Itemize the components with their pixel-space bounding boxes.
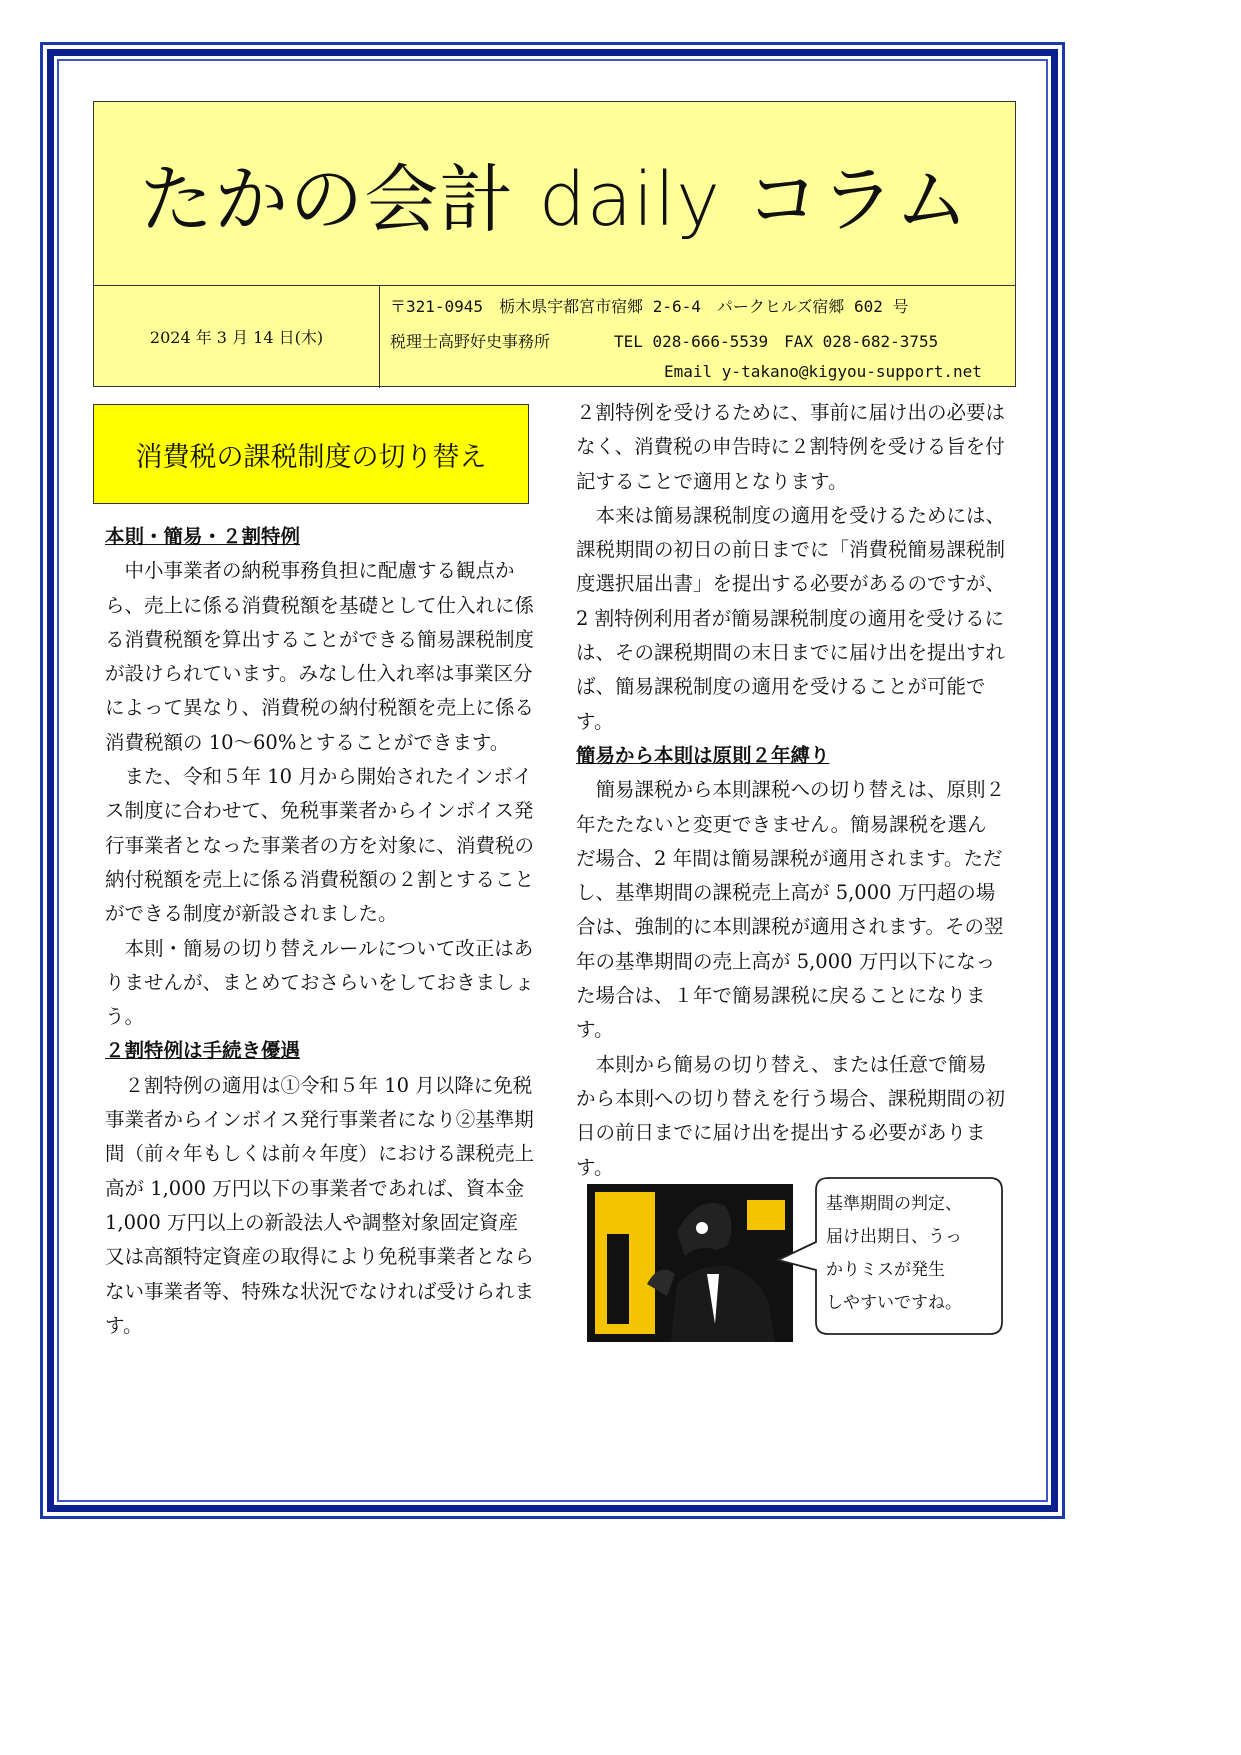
section-subheading: 簡易から本則は原則２年縛り: [576, 743, 830, 767]
paragraph: 本来は簡易課税制度の適用を受けるためには、課税期間の初日の前日までに「消費税簡易課税制度選択届出書」を提出する必要があるのですが、2 割特例利用者が簡易課税制度の適用を受けるには、その課税期間の末日までに届け出を提出すれば、簡易課税制度の適用を受けることが可能です。: [576, 503, 1006, 733]
speech-bubble-line: 基準期間の判定、: [826, 1194, 962, 1214]
office-email: Email y-takano@kigyou-support.net: [664, 362, 982, 381]
consultant-illustration: [587, 1184, 793, 1342]
office-contact: 税理士高野好史事務所 TEL 028-666-5539 FAX 028-682-3755: [390, 332, 939, 351]
section-subheading: ２割特例は手続き優遇: [105, 1039, 301, 1063]
masthead: [93, 101, 1016, 387]
paragraph: ２割特例を受けるために、事前に届け出の必要はなく、消費税の申告時に２割特例を受ける旨を付記することで適用となります。: [576, 401, 1006, 493]
speech-bubble-line: しやすいですね。: [826, 1293, 962, 1313]
article-heading: 消費税の課税制度の切り替え: [93, 404, 529, 504]
masthead-title: たかの会計 daily コラム: [139, 156, 970, 243]
paragraph: 中小事業者の納税事務負担に配慮する観点から、売上に係る消費税額を基礎として仕入れに係る消費税額を算出することができる簡易課税制度が設けられています。みなし仕入れ率は事業区分によって異なり、消費税の納付税額を売上に係る消費税額の 10〜60%とすることができます。: [105, 559, 535, 754]
office-address: 〒321-0945 栃木県宇都宮市宿郷 2-6-4 パークヒルズ宿郷 602 号: [390, 297, 909, 316]
paragraph: 簡易課税から本則課税への切り替えは、原則２年たたないと変更できません。簡易課税を選んだ場合、2 年間は簡易課税が適用されます。ただし、基準期間の課税売上高が 5,000 万円超の場合は、強制的に本則課税が適用されます。その翌年の基準期間の売上高が 5,000 万円以下になった場合は、１年で簡易課税に戻ることになります。: [576, 778, 1006, 1042]
masthead-vertical-divider: [379, 285, 380, 388]
speech-bubble-line: 届け出期日、うっ: [826, 1227, 962, 1247]
paragraph: ２割特例の適用は①令和５年 10 月以降に免税事業者からインボイス発行事業者になり②基準期間（前々年もしくは前々年度）における課税売上高が 1,000 万円以下の事業者であれば、資本金 1,000 万円以上の新設法人や調整対象固定資産又は高額特定資産の取得により免税事業者とならない事業者等、特殊な状況でなければ受けられます。: [105, 1073, 535, 1337]
paragraph: 本則から簡易の切り替え、または任意で簡易から本則への切り替えを行う場合、課税期間の初日の前日までに届け出を提出する必要があります。: [576, 1052, 1006, 1179]
article-column-right: [576, 396, 1006, 1185]
section-subheading: 本則・簡易・２割特例: [105, 525, 301, 548]
paragraph: また、令和５年 10 月から開始されたインボイス制度に合わせて、免税事業者からインボイス発行事業者となった事業者の方を対象に、消費税の納付税額を売上に係る消費税額の２割とすることができる制度が新設されました。: [105, 765, 535, 926]
article-column-left: [105, 520, 535, 1343]
speech-bubble-line: かりミスが発生: [826, 1260, 945, 1280]
speech-bubble-text: [826, 1188, 1001, 1320]
issue-date: 2024 年 3 月 14 日(木): [149, 328, 324, 347]
paragraph: 本則・簡易の切り替えルールについて改正はありませんが、まとめておさらいをしておきましょう。: [105, 936, 535, 1029]
